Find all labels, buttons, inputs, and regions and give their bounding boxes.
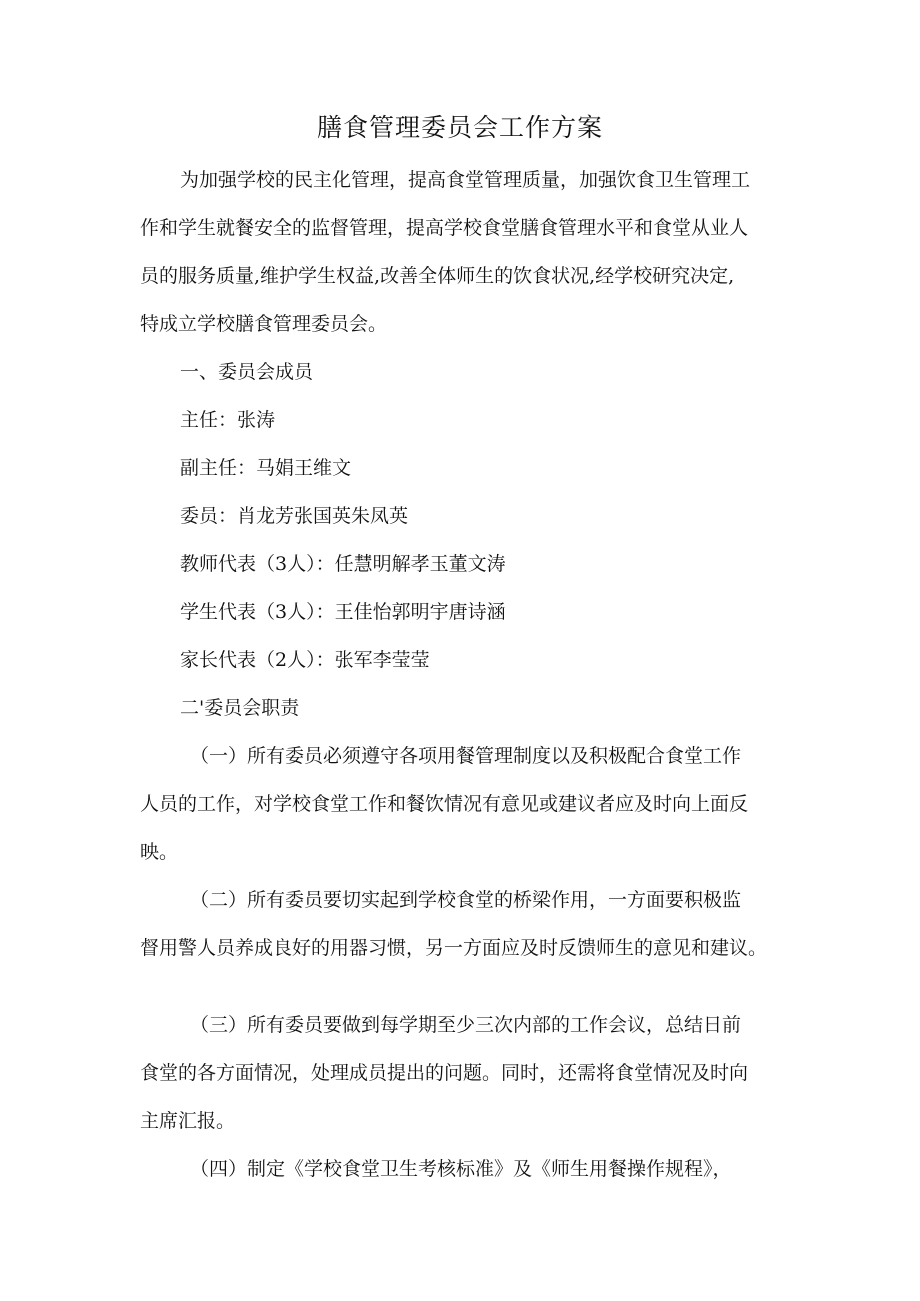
duty1-line: 映。 <box>140 841 179 863</box>
duty2-line: 督用警人员养成良好的用器习惯，另一方面应及时反馈师生的意见和建议。 <box>140 937 768 959</box>
intro-line: 特成立学校膳食管理委员会。 <box>140 313 388 335</box>
duty3-line: 食堂的各方面情况，处理成员提出的问题。同时，还需将食堂情况及时向 <box>140 1062 749 1084</box>
duty2-line: （二）所有委员要切实起到学校食堂的桥梁作用，一方面要积极监 <box>190 889 742 911</box>
document-title: 膳食管理委员会工作方案 <box>316 113 603 142</box>
member-deputy-director: 副主任：马娟王维文 <box>180 457 352 479</box>
duty1-line: （一）所有委员必须遵守各项用餐管理制度以及积极配合食堂工作 <box>190 745 742 767</box>
duty1-line: 人员的工作，对学校食堂工作和餐饮情况有意见或建议者应及时向上面反 <box>140 793 749 815</box>
section1-heading: 一、委员会成员 <box>180 361 314 383</box>
member-committee: 委员：肖龙芳张国英朱凤英 <box>180 505 409 527</box>
duty4-line: （四）制定《学校食堂卫生考核标准》及《师生用餐操作规程》， <box>190 1158 732 1180</box>
member-director: 主任：张涛 <box>180 409 276 431</box>
member-teacher-reps: 教师代表（3人）：任慧明解孝玉董文涛 <box>180 553 506 575</box>
intro-line: 为加强学校的民主化管理，提高食堂管理质量，加强饮食卫生管理工 <box>180 169 751 191</box>
duty3-line: （三）所有委员要做到每学期至少三次内部的工作会议，总结日前 <box>190 1014 742 1036</box>
intro-line: 员的服务质量,维护学生权益,改善全体师生的饮食状况,经学校研究决定, <box>140 265 735 287</box>
member-student-reps: 学生代表（3人）：王佳怡郭明宇唐诗涵 <box>180 601 506 623</box>
section2-heading: 二'委员会职责 <box>180 697 300 719</box>
member-parent-reps: 家长代表（2人）：张军李莹莹 <box>180 649 430 671</box>
duty3-line: 主席汇报。 <box>140 1110 236 1132</box>
intro-line: 作和学生就餐安全的监督管理，提高学校食堂膳食管理水平和食堂从业人 <box>140 217 749 239</box>
